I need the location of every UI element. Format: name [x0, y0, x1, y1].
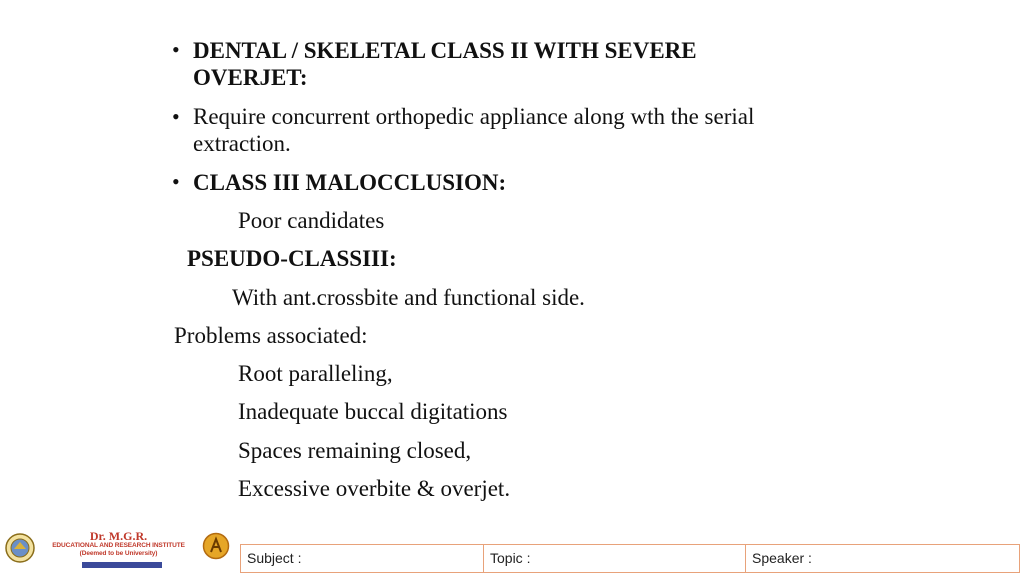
- bullet-3: •: [172, 169, 180, 194]
- orthopedic-text: Require concurrent orthopedic appliance along wth the serial: [193, 104, 755, 129]
- university-seal-icon: [4, 532, 36, 564]
- heading-pseudo-class-iii: PSEUDO-CLASSIII:: [187, 246, 397, 271]
- topic-field: [483, 544, 747, 573]
- logo-deemed: (Deemed to be University): [79, 550, 158, 557]
- logo-accent-bar: [82, 562, 162, 568]
- speaker-field: [745, 544, 1020, 573]
- orthopedic-text-continued: extraction.: [193, 131, 291, 156]
- bullet-2: •: [172, 104, 180, 129]
- footer: [0, 522, 1024, 575]
- institute-logo: [4, 526, 230, 570]
- poor-candidates-text: Poor candidates: [238, 208, 385, 233]
- logo-institute: EDUCATIONAL AND RESEARCH INSTITUTE: [52, 542, 185, 549]
- subject-label: Subject :: [247, 550, 302, 566]
- problem-item: Root paralleling,: [238, 361, 393, 386]
- topic-label: Topic :: [490, 550, 531, 566]
- problem-item: Spaces remaining closed,: [238, 438, 472, 463]
- subject-field: [240, 544, 485, 573]
- problems-title: Problems associated:: [174, 323, 368, 348]
- accreditation-badge-icon: [202, 532, 230, 560]
- problem-item: Inadequate buccal digitations: [238, 399, 508, 424]
- problem-item: Excessive overbite & overjet.: [238, 476, 511, 501]
- heading-class-iii: CLASS III MALOCCLUSION:: [193, 170, 507, 195]
- heading-class-ii: DENTAL / SKELETAL CLASS II WITH SEVERE: [193, 38, 697, 63]
- heading-class-ii-continued: OVERJET:: [193, 65, 308, 90]
- crossbite-text: With ant.crossbite and functional side.: [232, 285, 585, 310]
- bullet-1: •: [172, 37, 180, 62]
- speaker-label: Speaker :: [752, 550, 812, 566]
- logo-name: Dr. M.G.R.: [89, 529, 148, 543]
- logo-text-block: [36, 530, 201, 558]
